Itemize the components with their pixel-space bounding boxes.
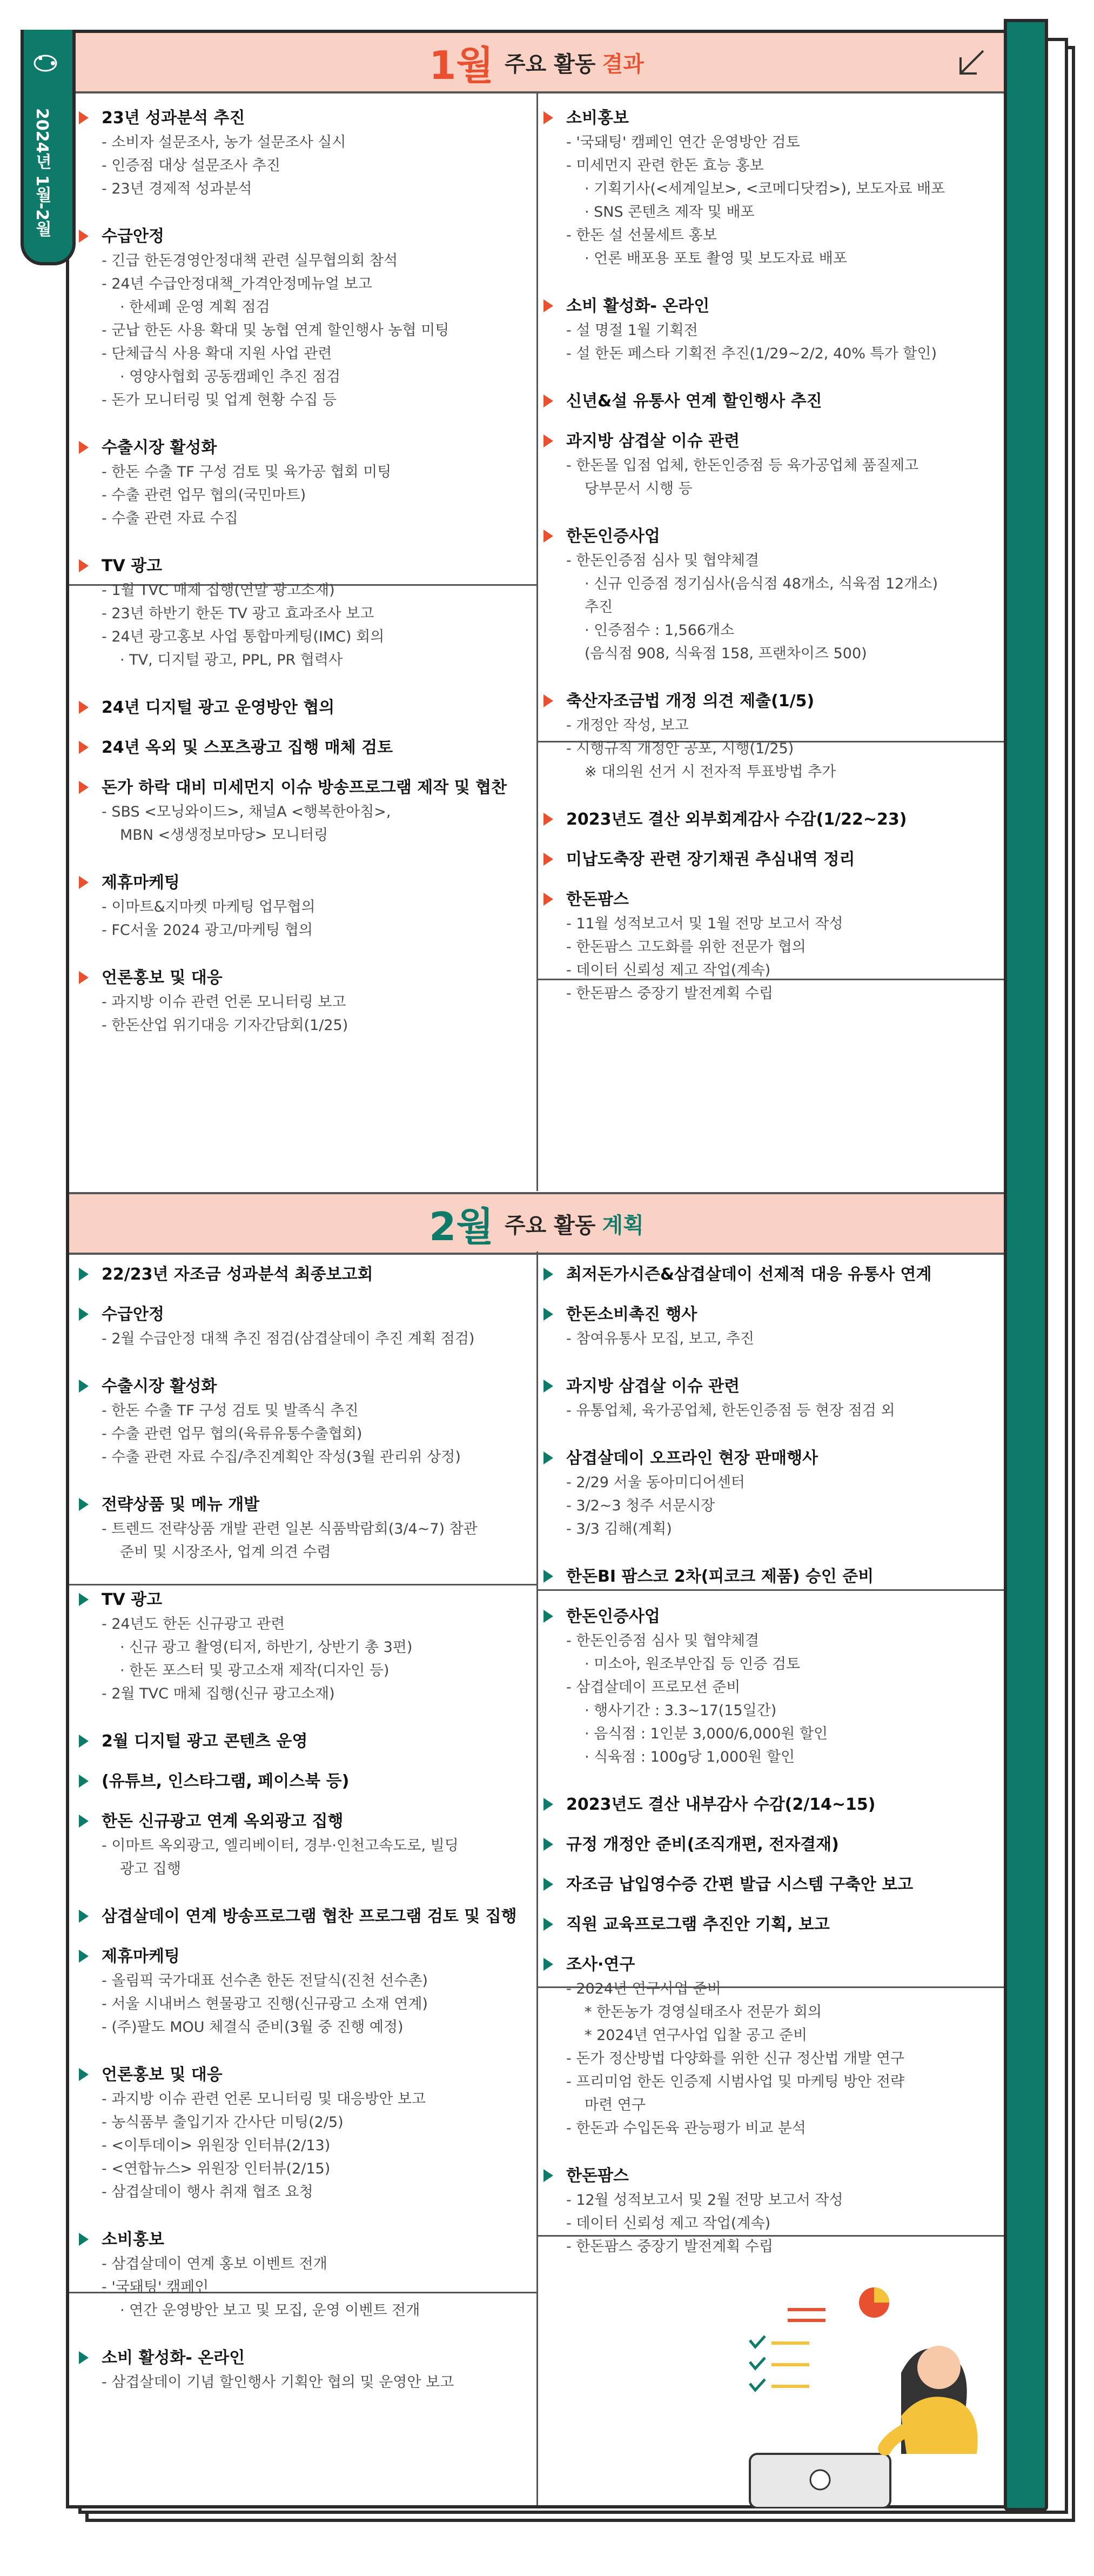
section-title: 수출시장 활성화 xyxy=(96,436,555,460)
section-title: 소비 활성화- 온라인 xyxy=(96,2346,555,2371)
section xyxy=(96,966,555,1037)
section-line: - 유통업체, 육가공업체, 한돈인증점 등 현장 점검 외 xyxy=(566,1402,895,1419)
section-title: 전략상품 및 메뉴 개발 xyxy=(96,1493,555,1517)
section xyxy=(96,1262,555,1287)
section-title: (유튜브, 인스타그램, 페이스북 등) xyxy=(96,1769,555,1794)
section-line: - 서울 시내버스 현물광고 진행(신규광고 소재 연계) xyxy=(102,1996,428,2012)
section-line: - 설 명절 1월 기획전 xyxy=(566,322,698,339)
section-title: 한돈팜스 xyxy=(561,887,1020,912)
section-line: - 1월 TVC 매체 집행(연말 광고소재) xyxy=(102,582,335,599)
section-line: - 삼겹살데이 연계 홍보 이벤트 전개 xyxy=(102,2256,327,2272)
feb-header xyxy=(69,1192,1004,1255)
section-line: - 24년 수급안정대책_가격안정메뉴얼 보고 xyxy=(102,276,372,292)
section-title: 제휴마케팅 xyxy=(96,1944,555,1969)
section-line: - 설 한돈 페스타 기획전 추진(1/29~2/2, 40% 특가 할인) xyxy=(566,345,937,362)
section-line: - 한돈산업 위기대응 기자간담회(1/25) xyxy=(102,1017,348,1034)
section-title: 한돈 신규광고 연계 옥외광고 집행 xyxy=(96,1809,555,1834)
section-line: - '국돼팅' 캠페인 연간 운영방안 검토 xyxy=(566,134,800,151)
section-line: - 한돈 수출 TF 구성 검토 및 발족식 추진 xyxy=(102,1402,359,1419)
section-title: 신년&설 유통사 연계 할인행사 추진 xyxy=(561,389,1020,414)
section-line: * 2024년 연구사업 입찰 공고 준비 xyxy=(585,2027,808,2044)
section xyxy=(561,1832,1020,1857)
section-line: * 한돈농가 경영실태조사 전문가 회의 xyxy=(585,2004,822,2020)
section-line: · 음식점 : 1인분 3,000/6,000원 할인 xyxy=(585,1725,828,1742)
jan-header-label: 주요 활동 xyxy=(504,51,596,77)
woman-laptop-illustration xyxy=(739,2276,1009,2508)
section xyxy=(96,554,555,672)
section-title: TV 광고 xyxy=(96,1588,555,1612)
section-line: - 11월 성적보고서 및 1월 전망 보고서 작성 xyxy=(566,915,843,932)
section-line: · 미소아, 원조부안집 등 인증 검토 xyxy=(585,1656,801,1672)
section xyxy=(561,1952,1020,2140)
section-line: - 23년 경제적 성과분석 xyxy=(102,180,252,197)
section-line: - 한돈 설 선물세트 홍보 xyxy=(566,227,717,244)
section-title: 수출시장 활성화 xyxy=(96,1374,555,1399)
section-line: · 언론 배포용 포토 촬영 및 보도자료 배포 xyxy=(585,250,847,267)
period-label: 2024년 1월-2월 xyxy=(32,108,51,237)
section-line: · 식육점 : 100g당 1,000원 할인 xyxy=(585,1749,795,1765)
section-title: 22/23년 자조금 성과분석 최종보고회 xyxy=(96,1262,555,1287)
section-line: · 기획기사(<세계일보>, <코메디닷컴>), 보도자료 배포 xyxy=(585,180,945,197)
section-line: - 3/3 김해(계획) xyxy=(566,1521,672,1537)
section-title: 언론홍보 및 대응 xyxy=(96,966,555,991)
section-title: 직원 교육프로그램 추진안 기획, 보고 xyxy=(561,1912,1020,1937)
section-title: 2023년도 결산 내부감사 수감(2/14~15) xyxy=(561,1792,1020,1817)
section-line: · 신규 광고 촬영(티저, 하반기, 상반기 총 3편) xyxy=(120,1639,413,1656)
section-line: - 한돈인증점 심사 및 협약체결 xyxy=(566,1632,760,1649)
section-line: (음식점 908, 식육점 158, 프랜차이즈 500) xyxy=(585,645,867,662)
section-line: - 삼겹살데이 프로모션 준비 xyxy=(566,1679,741,1696)
section-line: - 한돈인증점 심사 및 협약체결 xyxy=(566,552,760,569)
section-title: 한돈인증사업 xyxy=(561,524,1020,549)
pig-icon xyxy=(31,51,59,73)
section xyxy=(96,2346,555,2394)
section xyxy=(561,1792,1020,1817)
section-line: - 23년 하반기 한돈 TV 광고 효과조사 보고 xyxy=(102,605,374,622)
section xyxy=(561,807,1020,832)
section-line: - 소비자 설문조사, 농가 설문조사 실시 xyxy=(102,134,346,151)
section-title: 언론홍보 및 대응 xyxy=(96,2063,555,2087)
section-line: - 한돈몰 입점 업체, 한돈인증점 등 육가공업체 품질제고 xyxy=(566,457,919,474)
section-line: · 한세폐 운영 계획 점검 xyxy=(120,299,270,316)
section xyxy=(96,1374,555,1469)
section-line: MBN <생생정보마당> 모니터링 xyxy=(120,827,328,844)
feb-header-label: 주요 활동 xyxy=(504,1213,596,1238)
section-line: 추진 xyxy=(585,599,613,615)
section-title: 한돈인증사업 xyxy=(561,1604,1020,1629)
section-line: ※ 대의원 선거 시 전자적 투표방법 추가 xyxy=(585,764,836,780)
section-title: 소비홍보 xyxy=(96,2227,555,2252)
section xyxy=(96,1809,555,1881)
section-line: - 개정안 작성, 보고 xyxy=(566,717,689,734)
section-line: - 한돈 수출 TF 구성 검토 및 육가공 협회 미팅 xyxy=(102,464,392,480)
section-line: · TV, 디지털 광고, PPL, PR 협력사 xyxy=(120,652,343,668)
section-title: 한돈팜스 xyxy=(561,2164,1020,2189)
section-line: - FC서울 2024 광고/마케팅 협의 xyxy=(102,922,313,939)
section-title: 미납도축장 관련 장기채권 추심내역 정리 xyxy=(561,847,1020,872)
section-title: 2023년도 결산 외부회계감사 수감(1/22~23) xyxy=(561,807,1020,832)
section-title: 규정 개정안 준비(조직개편, 전자결재) xyxy=(561,1832,1020,1857)
section xyxy=(96,1769,555,1794)
feb-left-divider-1 xyxy=(69,1584,536,1585)
section-line: · 연간 운영방안 보고 및 모집, 운영 이벤트 전개 xyxy=(120,2302,420,2319)
section-line: - (주)팔도 MOU 체결식 준비(3월 중 진행 예정) xyxy=(102,2019,404,2036)
section-line: - 트렌드 전략상품 개발 관련 일본 식품박람회(3/4~7) 참관 xyxy=(102,1521,478,1537)
section-title: 소비홍보 xyxy=(561,106,1020,131)
section-line: · SNS 콘텐츠 제작 및 배포 xyxy=(585,204,755,220)
section-line: - 올림픽 국가대표 선수촌 한돈 전달식(진천 선수촌) xyxy=(102,1972,428,1989)
section xyxy=(561,1446,1020,1541)
section-title: 24년 디지털 광고 운영방안 협의 xyxy=(96,695,555,720)
feb-right-divider-1 xyxy=(536,1589,1004,1591)
section xyxy=(561,887,1020,1005)
section-title: 과지방 삼겹살 이슈 관련 xyxy=(561,1374,1020,1399)
jan-header xyxy=(69,33,1004,93)
jan-header-accent: 결과 xyxy=(602,51,644,77)
section xyxy=(561,294,1020,365)
section-line: · 영양사협회 공동캠페인 추진 점검 xyxy=(120,369,341,385)
section-line: - 군납 한돈 사용 확대 및 농협 연계 할인행사 농협 미팅 xyxy=(102,322,449,339)
section xyxy=(96,1944,555,2039)
section xyxy=(96,695,555,720)
section-line: - 과지방 이슈 관련 언론 모니터링 및 대응방안 보고 xyxy=(102,2091,426,2107)
section-line: - 데이터 신뢰성 제고 작업(계속) xyxy=(566,962,771,979)
section-line: - 이마트&지마켓 마케팅 업무협의 xyxy=(102,899,316,915)
section xyxy=(96,2063,555,2204)
section xyxy=(96,224,555,412)
section xyxy=(96,2227,555,2322)
section-line: - 이마트 옥외광고, 엘리베이터, 경부·인천고속도로, 빌딩 xyxy=(102,1837,459,1854)
section xyxy=(561,689,1020,784)
section xyxy=(96,436,555,530)
section xyxy=(96,1588,555,1705)
section-title: TV 광고 xyxy=(96,554,555,579)
section xyxy=(561,1564,1020,1589)
section-line: 당부문서 시행 등 xyxy=(585,480,693,497)
section-title: 24년 옥외 및 스포츠광고 집행 매체 검토 xyxy=(96,735,555,760)
section-line: - 인증점 대상 설문조사 추진 xyxy=(102,157,280,174)
section-title: 삼겹살데이 오프라인 현장 판매행사 xyxy=(561,1446,1020,1471)
section-title: 최저돈가시즌&삼겹살데이 선제적 대응 유통사 연계 xyxy=(561,1262,1020,1287)
section xyxy=(96,775,555,847)
section-line: - 한돈과 수입돈육 관능평가 비교 분석 xyxy=(566,2120,806,2137)
section-title: 조사·연구 xyxy=(561,1952,1020,1977)
section-line: - 단체급식 사용 확대 지원 사업 관련 xyxy=(102,345,332,362)
section xyxy=(561,1604,1020,1769)
section-line: - 한돈팜스 고도화를 위한 전문가 협의 xyxy=(566,939,806,955)
section-line: · 한돈 포스터 및 광고소재 제작(디자인 등) xyxy=(120,1662,390,1679)
section-line: - 수출 관련 업무 협의(국민마트) xyxy=(102,487,306,504)
section xyxy=(561,1302,1020,1350)
section xyxy=(561,2164,1020,2258)
feb-month: 2월 xyxy=(429,1204,494,1249)
section-line: · 인증점수 : 1,566개소 xyxy=(585,622,735,639)
section-title: 2월 디지털 광고 콘텐츠 운영 xyxy=(96,1729,555,1754)
section-title: 돈가 하락 대비 미세먼지 이슈 방송프로그램 제작 및 협찬 xyxy=(96,775,555,800)
section-title: 과지방 삼겹살 이슈 관련 xyxy=(561,429,1020,454)
section xyxy=(561,1912,1020,1937)
section-line: - 수출 관련 자료 수집/추진계획안 작성(3월 관리위 상정) xyxy=(102,1449,461,1466)
section xyxy=(561,1262,1020,1287)
section-line: - 시행규칙 개정안 공포, 시행(1/25) xyxy=(566,740,794,757)
section xyxy=(561,106,1020,270)
section-line: - 2월 수급안정 대책 추진 점검(삼겹살데이 추진 계획 점검) xyxy=(102,1330,475,1347)
section-line: - 미세먼지 관련 한돈 효능 홍보 xyxy=(566,157,764,174)
section xyxy=(561,389,1020,414)
report-sheet xyxy=(66,30,1007,2508)
section-line: - 24년 광고홍보 사업 통합마케팅(IMC) 회의 xyxy=(102,628,385,645)
section-line: · 신규 인증점 정기심사(음식점 48개소, 식육점 12개소) xyxy=(585,576,938,592)
jan-month: 1월 xyxy=(429,43,494,88)
section xyxy=(561,429,1020,500)
collapse-arrow-icon[interactable] xyxy=(955,46,988,79)
section xyxy=(96,1302,555,1350)
section-line: - 삼겹살데이 기념 할인행사 기획안 협의 및 운영안 보고 xyxy=(102,2374,454,2391)
section-line: - <연합뉴스> 위원장 인터뷰(2/15) xyxy=(102,2160,331,2177)
section-line: - <이투데이> 위원장 인터뷰(2/13) xyxy=(102,2137,331,2154)
section-line: - 수출 관련 업무 협의(육류유통수출협회) xyxy=(102,1426,363,1442)
section-line: - 2024년 연구사업 준비 xyxy=(566,1980,721,1997)
section-title: 수급안정 xyxy=(96,224,555,249)
section-line: - 수출 관련 자료 수집 xyxy=(102,510,238,527)
section-title: 삼겹살데이 연계 방송프로그램 협찬 프로그램 검토 및 집행 xyxy=(96,1904,555,1929)
section-line: · 행사기간 : 3.3~17(15일간) xyxy=(585,1702,777,1719)
section-line: - 돈가 정산방법 다양화를 위한 신규 정산법 개발 연구 xyxy=(566,2050,905,2067)
section-title: 23년 성과분석 추진 xyxy=(96,106,555,131)
section-line: - 데이터 신뢰성 제고 작업(계속) xyxy=(566,2215,771,2232)
section-line: - 2월 TVC 매체 집행(신규 광고소재) xyxy=(102,1685,335,1702)
section xyxy=(561,1374,1020,1422)
section-line: - 참여유통사 모집, 보고, 추진 xyxy=(566,1330,755,1347)
section xyxy=(96,1729,555,1754)
section-title: 자조금 납입영수증 간편 발급 시스템 구축안 보고 xyxy=(561,1872,1020,1897)
section-title: 한돈BI 팜스코 2차(피코크 제품) 승인 준비 xyxy=(561,1564,1020,1589)
section-title: 제휴마케팅 xyxy=(96,871,555,895)
section-line: - SBS <모닝와이드>, 채널A <행복한아침>, xyxy=(102,804,391,820)
section-line: - 돈가 모니터링 및 업계 현황 수집 등 xyxy=(102,392,337,409)
feb-header-accent: 계획 xyxy=(602,1213,644,1238)
section-line: - 한돈팜스 중장기 발전계획 수립 xyxy=(566,2238,774,2255)
section-line: - 한돈팜스 중장기 발전계획 수립 xyxy=(566,985,774,1002)
section-line: - '국돼팅' 캠페인 xyxy=(102,2279,209,2296)
section xyxy=(96,735,555,760)
section-line: - 프리미엄 한돈 인증제 시범사업 및 마케팅 방안 전략 xyxy=(566,2073,905,2090)
section xyxy=(561,1872,1020,1897)
section xyxy=(561,524,1020,665)
section-line: - 긴급 한돈경영안정대책 관련 실무협의회 참석 xyxy=(102,252,398,269)
section-title: 한돈소비촉진 행사 xyxy=(561,1302,1020,1327)
section-line: 준비 및 시장조사, 업계 의견 수렴 xyxy=(120,1544,331,1561)
section-line: - 24년도 한돈 신규광고 관련 xyxy=(102,1616,285,1632)
section-line: - 삼겹살데이 행사 취재 협조 요청 xyxy=(102,2184,313,2200)
section-line: - 농식품부 출입기자 간사단 미팅(2/5) xyxy=(102,2114,344,2131)
section xyxy=(96,1904,555,1929)
section xyxy=(96,1493,555,1564)
section-line: 광고 집행 xyxy=(120,1861,181,1877)
section-title: 수급안정 xyxy=(96,1302,555,1327)
section-line: - 12월 성적보고서 및 2월 전망 보고서 작성 xyxy=(566,2192,843,2209)
section-line: - 3/2~3 청주 서문시장 xyxy=(566,1497,715,1514)
section-title: 축산자조금법 개정 의견 제출(1/5) xyxy=(561,689,1020,714)
section xyxy=(561,847,1020,872)
section-line: - 과지방 이슈 관련 언론 모니터링 보고 xyxy=(102,994,346,1011)
section xyxy=(96,106,555,200)
section xyxy=(96,871,555,942)
section-title: 소비 활성화- 온라인 xyxy=(561,294,1020,319)
section-line: 마련 연구 xyxy=(585,2097,646,2113)
section-line: - 2/29 서울 동아미디어센터 xyxy=(566,1474,745,1491)
